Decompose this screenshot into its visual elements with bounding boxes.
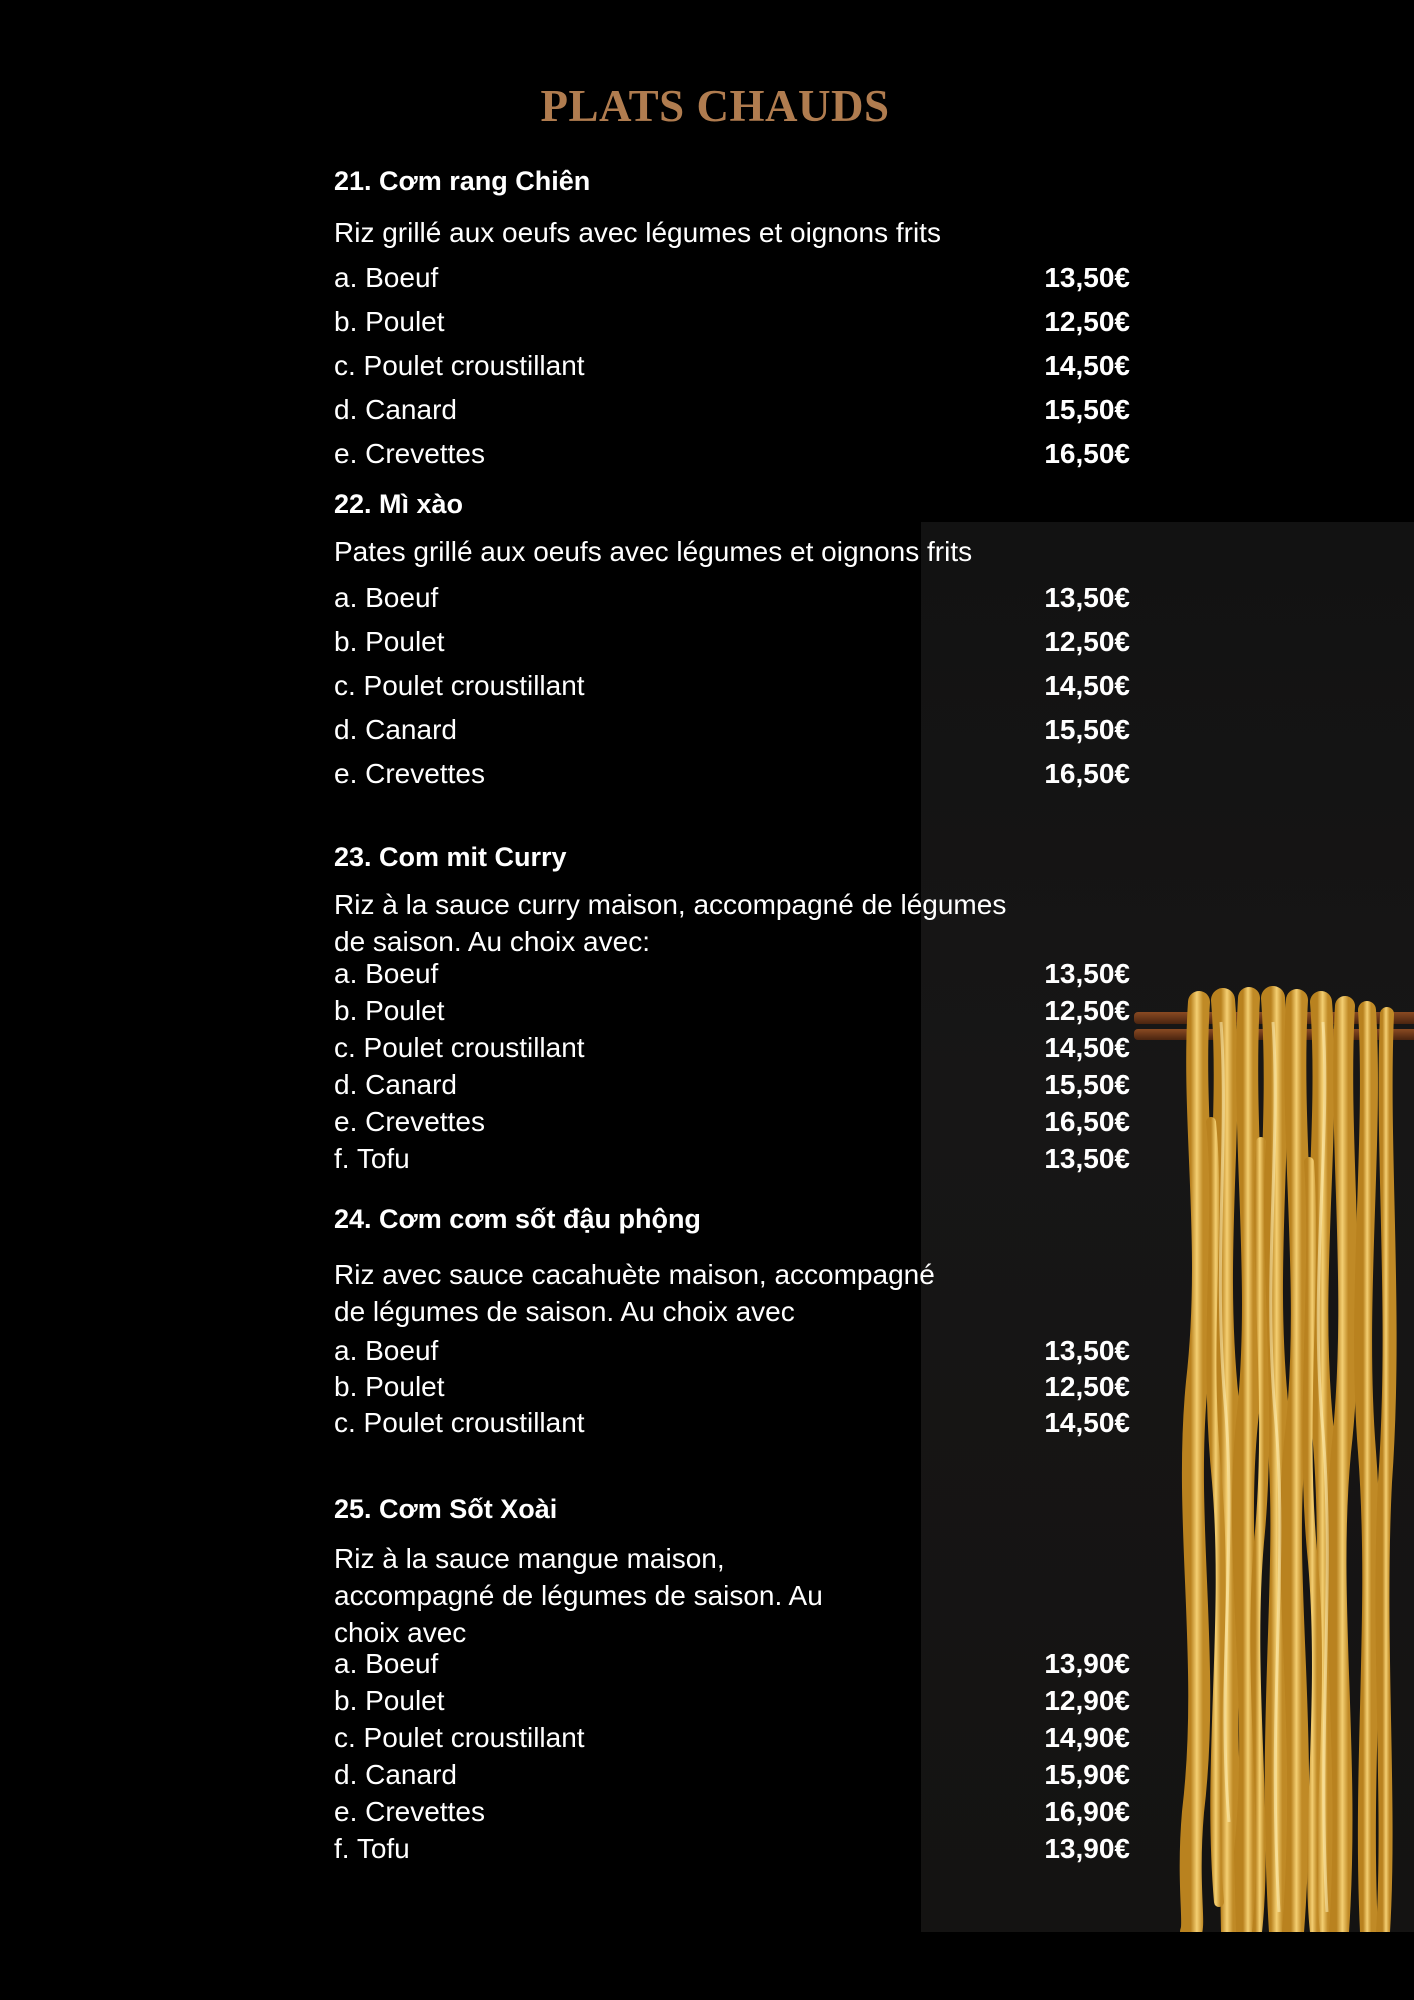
menu-item-price: 16,50€ bbox=[1044, 1106, 1130, 1137]
menu-item bbox=[334, 262, 1130, 306]
menu-item bbox=[334, 626, 1130, 670]
menu-item-label: c. Poulet croustillant bbox=[334, 1722, 585, 1753]
section-title: 22. Mì xào bbox=[334, 489, 464, 519]
section-description: choix avec bbox=[334, 1617, 467, 1648]
menu-item bbox=[334, 1143, 1130, 1180]
menu-item-label: c. Poulet croustillant bbox=[334, 1032, 585, 1063]
menu-item bbox=[334, 582, 1130, 626]
menu-item-label: b. Poulet bbox=[334, 1685, 445, 1716]
menu-item bbox=[334, 1833, 1130, 1870]
menu-item-price: 14,50€ bbox=[1044, 1032, 1130, 1063]
menu-item bbox=[334, 995, 1130, 1032]
menu-item-price: 12,50€ bbox=[1044, 1371, 1130, 1402]
menu-item bbox=[334, 1069, 1130, 1106]
page-title: PLATS CHAUDS bbox=[540, 81, 890, 131]
menu-item-label: f. Tofu bbox=[334, 1833, 410, 1864]
menu-item-label: a. Boeuf bbox=[334, 262, 439, 293]
menu-item bbox=[334, 350, 1130, 394]
menu-item bbox=[334, 1335, 1130, 1371]
menu-item-price: 16,90€ bbox=[1044, 1796, 1130, 1827]
menu-item bbox=[334, 758, 1130, 802]
section-description: de légumes de saison. Au choix avec bbox=[334, 1296, 795, 1327]
menu-item-price: 13,50€ bbox=[1044, 1143, 1130, 1174]
menu-item-label: a. Boeuf bbox=[334, 582, 439, 613]
menu-item-price: 14,50€ bbox=[1044, 1407, 1130, 1438]
menu-item bbox=[334, 1759, 1130, 1796]
menu-item bbox=[334, 1685, 1130, 1722]
menu-item bbox=[334, 958, 1130, 995]
menu-item-price: 12,50€ bbox=[1044, 995, 1130, 1026]
menu-item bbox=[334, 1407, 1130, 1443]
menu-item-price: 14,90€ bbox=[1044, 1722, 1130, 1753]
section-title: 21. Cơm rang Chiên bbox=[334, 166, 591, 196]
menu-item-label: b. Poulet bbox=[334, 1371, 445, 1402]
menu-item-price: 13,50€ bbox=[1044, 582, 1130, 613]
menu-item-label: e. Crevettes bbox=[334, 1796, 485, 1827]
section-description: Pates grillé aux oeufs avec légumes et oignons frits bbox=[334, 536, 973, 567]
menu-item-label: c. Poulet croustillant bbox=[334, 1407, 585, 1438]
section-title: 25. Cơm Sốt Xoài bbox=[334, 1494, 558, 1524]
menu-item-label: d. Canard bbox=[334, 714, 457, 745]
menu-item bbox=[334, 1106, 1130, 1143]
section-description: Riz avec sauce cacahuète maison, accompagné bbox=[334, 1259, 935, 1290]
menu-item-label: d. Canard bbox=[334, 1759, 457, 1790]
menu-item-price: 12,90€ bbox=[1044, 1685, 1130, 1716]
menu-item-label: f. Tofu bbox=[334, 1143, 410, 1174]
menu-item-label: d. Canard bbox=[334, 1069, 457, 1100]
menu-item-price: 13,90€ bbox=[1044, 1648, 1130, 1679]
section-description: Riz grillé aux oeufs avec légumes et oignons frits bbox=[334, 217, 941, 248]
menu-item-price: 15,90€ bbox=[1044, 1759, 1130, 1790]
menu-item bbox=[334, 306, 1130, 350]
menu-item-label: c. Poulet croustillant bbox=[334, 670, 585, 701]
menu-item bbox=[334, 394, 1130, 438]
menu-item bbox=[334, 1796, 1130, 1833]
menu-item bbox=[334, 670, 1130, 714]
menu-item-price: 14,50€ bbox=[1044, 350, 1130, 381]
menu-item-price: 12,50€ bbox=[1044, 306, 1130, 337]
menu-item bbox=[334, 1648, 1130, 1685]
menu-item-price: 13,50€ bbox=[1044, 262, 1130, 293]
menu-item-price: 16,50€ bbox=[1044, 438, 1130, 469]
section-description: Riz à la sauce mangue maison, bbox=[334, 1543, 725, 1574]
menu-item-label: e. Crevettes bbox=[334, 438, 485, 469]
menu-item-price: 15,50€ bbox=[1044, 714, 1130, 745]
menu-item-label: c. Poulet croustillant bbox=[334, 350, 585, 381]
menu-item bbox=[334, 1371, 1130, 1407]
noodle-strands bbox=[1191, 998, 1390, 1932]
menu-item-label: d. Canard bbox=[334, 394, 457, 425]
menu-item-price: 15,50€ bbox=[1044, 1069, 1130, 1100]
menu-item-price: 14,50€ bbox=[1044, 670, 1130, 701]
menu-item-label: b. Poulet bbox=[334, 306, 445, 337]
menu-item-price: 16,50€ bbox=[1044, 758, 1130, 789]
menu-item-price: 15,50€ bbox=[1044, 394, 1130, 425]
menu-item-label: e. Crevettes bbox=[334, 758, 485, 789]
menu-item-label: b. Poulet bbox=[334, 626, 445, 657]
section-title: 24. Cơm cơm sốt đậu phộng bbox=[334, 1204, 701, 1234]
menu-item bbox=[334, 1722, 1130, 1759]
menu-item-label: a. Boeuf bbox=[334, 1648, 439, 1679]
menu-item bbox=[334, 714, 1130, 758]
menu-item-price: 13,90€ bbox=[1044, 1833, 1130, 1864]
section-description: accompagné de légumes de saison. Au bbox=[334, 1580, 823, 1611]
menu-item bbox=[334, 438, 1130, 482]
menu-item-price: 12,50€ bbox=[1044, 626, 1130, 657]
menu-item-price: 13,50€ bbox=[1044, 958, 1130, 989]
menu-item-label: e. Crevettes bbox=[334, 1106, 485, 1137]
section-title: 23. Com mit Curry bbox=[334, 842, 567, 872]
section-description: Riz à la sauce curry maison, accompagné de légumes bbox=[334, 889, 1007, 920]
menu-item-price: 13,50€ bbox=[1044, 1335, 1130, 1366]
menu-item-label: a. Boeuf bbox=[334, 1335, 439, 1366]
menu-item-label: b. Poulet bbox=[334, 995, 445, 1026]
section-description: de saison. Au choix avec: bbox=[334, 926, 650, 957]
menu-item-label: a. Boeuf bbox=[334, 958, 439, 989]
menu-item bbox=[334, 1032, 1130, 1069]
